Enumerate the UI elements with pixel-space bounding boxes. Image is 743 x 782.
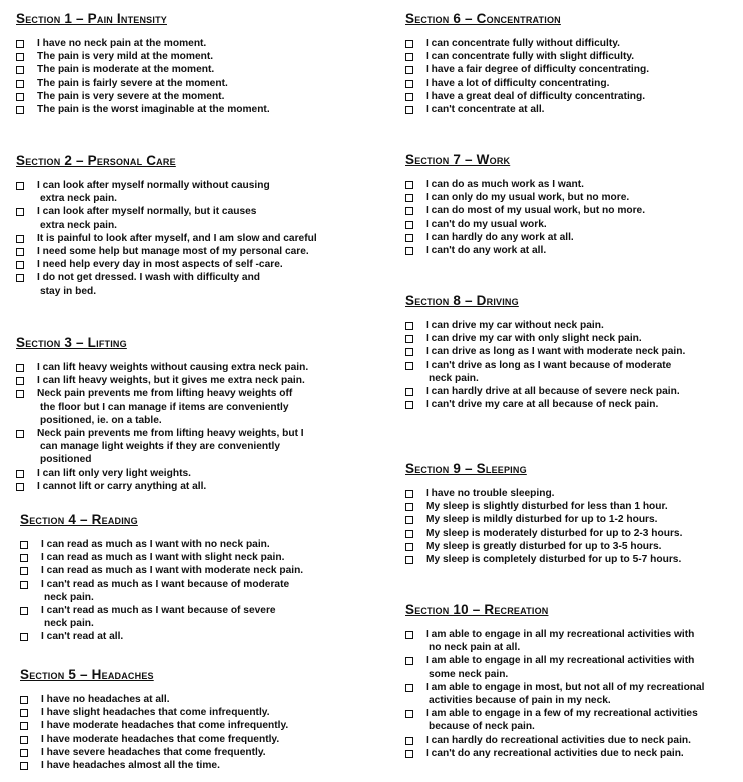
option-line: I am able to engage in all my recreational activities with	[426, 655, 695, 667]
option-text	[41, 693, 170, 706]
option-item[interactable]	[405, 628, 705, 654]
option-item[interactable]	[16, 37, 270, 50]
checkbox-icon[interactable]	[20, 736, 28, 744]
option-line: I have severe headaches that come frequently.	[41, 746, 266, 758]
option-text	[37, 232, 317, 245]
option-line: I can drive my car with only slight neck pain.	[426, 333, 642, 345]
option-line: The pain is fairly severe at the moment.	[37, 77, 228, 89]
option-text	[426, 513, 658, 526]
option-text	[426, 90, 645, 103]
option-text	[41, 759, 220, 772]
option-text	[426, 103, 545, 116]
option-text	[426, 204, 645, 217]
option-text	[426, 734, 691, 747]
option-line: The pain is very severe at the moment.	[37, 90, 225, 102]
section-6	[405, 11, 649, 116]
option-line: I can't do any work at all.	[426, 245, 547, 257]
option-line: I can look after myself normally without causing	[37, 180, 270, 191]
option-line: I can look after myself normally, but it causes	[37, 206, 257, 218]
checkbox-icon[interactable]	[16, 40, 24, 48]
option-line-continued: no neck pain at all.	[429, 642, 521, 654]
option-line: I have headaches almost all the time.	[41, 760, 220, 772]
option-text	[426, 359, 671, 385]
option-item[interactable]	[16, 374, 308, 387]
option-text	[426, 345, 685, 358]
option-item[interactable]	[405, 553, 682, 566]
option-text	[37, 179, 270, 205]
option-list	[16, 37, 270, 116]
option-item[interactable]	[16, 258, 317, 271]
option-item[interactable]	[405, 747, 705, 760]
option-line: I can lift heavy weights without causing extra neck pain.	[37, 362, 309, 373]
option-text	[37, 50, 213, 63]
checkbox-icon[interactable]	[16, 483, 24, 491]
section-title: Section 7 – Work	[405, 152, 511, 167]
checkbox-icon[interactable]	[16, 261, 24, 269]
option-item[interactable]	[20, 564, 303, 577]
option-text	[426, 319, 604, 332]
option-item[interactable]	[405, 734, 705, 747]
checkbox-icon[interactable]	[405, 516, 413, 524]
section-3	[16, 335, 308, 493]
option-line: I have no neck pain at the moment.	[37, 38, 207, 49]
option-item[interactable]	[20, 733, 288, 746]
checkbox-icon[interactable]	[405, 401, 413, 409]
section-5	[20, 667, 288, 772]
option-item[interactable]	[405, 50, 649, 63]
checkbox-icon[interactable]	[405, 388, 413, 396]
option-line: I can do most of my usual work, but no more.	[426, 205, 646, 217]
option-line: The pain is moderate at the moment.	[37, 64, 215, 76]
option-line: I can drive as long as I want with moderate neck pain.	[426, 346, 686, 358]
checkbox-icon[interactable]	[405, 53, 413, 61]
checkbox-icon[interactable]	[16, 106, 24, 114]
checkbox-icon[interactable]	[16, 182, 24, 190]
option-item[interactable]	[20, 578, 303, 604]
option-line: The pain is very mild at the moment.	[37, 51, 214, 63]
checkbox-icon[interactable]	[405, 335, 413, 343]
option-list	[16, 361, 308, 493]
checkbox-icon[interactable]	[405, 556, 413, 564]
option-item[interactable]	[405, 500, 682, 513]
option-item[interactable]	[20, 538, 303, 551]
option-line: I can hardly do recreational activities due to neck pain.	[426, 734, 691, 746]
option-item[interactable]	[405, 527, 682, 540]
option-text	[37, 467, 191, 480]
checkbox-icon[interactable]	[405, 543, 413, 551]
option-line: I can concentrate fully without difficulty.	[426, 38, 620, 49]
option-item[interactable]	[16, 232, 317, 245]
option-line: My sleep is mildly disturbed for up to 1-2 hours.	[426, 514, 658, 526]
option-text	[426, 332, 642, 345]
option-text	[37, 103, 270, 116]
option-text	[426, 553, 681, 566]
option-line: I can't drive my care at all because of neck pain.	[426, 399, 659, 411]
option-item[interactable]	[16, 467, 308, 480]
option-text	[426, 487, 555, 500]
checkbox-icon[interactable]	[16, 208, 24, 216]
checkbox-icon[interactable]	[405, 631, 413, 639]
checkbox-icon[interactable]	[405, 93, 413, 101]
checkbox-icon[interactable]	[20, 581, 28, 589]
section-title: Section 2 – Personal Care	[16, 153, 176, 168]
option-item[interactable]	[405, 37, 649, 50]
option-item[interactable]	[405, 359, 685, 385]
option-item[interactable]	[16, 179, 317, 205]
option-item[interactable]	[16, 271, 317, 297]
checkbox-icon[interactable]	[16, 80, 24, 88]
option-item[interactable]	[405, 345, 685, 358]
option-text	[426, 178, 584, 191]
option-item[interactable]	[20, 719, 288, 732]
option-text	[41, 604, 276, 630]
option-item[interactable]	[405, 90, 649, 103]
option-line: I have no headaches at all.	[41, 694, 170, 705]
checkbox-icon[interactable]	[405, 207, 413, 215]
option-text	[41, 551, 284, 564]
option-list	[20, 538, 303, 644]
option-text	[41, 538, 270, 551]
checkbox-icon[interactable]	[405, 40, 413, 48]
checkbox-icon[interactable]	[20, 696, 28, 704]
option-item[interactable]	[16, 480, 308, 493]
option-line: I am able to engage in most, but not all of my recreational	[426, 681, 705, 693]
option-item[interactable]	[405, 191, 645, 204]
option-item[interactable]	[16, 245, 317, 258]
checkbox-icon[interactable]	[405, 66, 413, 74]
option-text	[426, 540, 662, 553]
option-item[interactable]	[405, 385, 685, 398]
option-line: I can hardly drive at all because of severe neck pain.	[426, 386, 680, 398]
option-text	[41, 578, 289, 604]
section-9	[405, 461, 682, 566]
checkbox-icon[interactable]	[405, 710, 413, 718]
option-line-continued: stay in bed.	[40, 285, 97, 297]
option-line: I have moderate headaches that come frequently.	[41, 733, 280, 745]
option-item[interactable]	[405, 707, 705, 733]
option-line-continued: can manage light weights if they are conveniently	[40, 441, 281, 453]
option-text	[426, 654, 694, 680]
checkbox-icon[interactable]	[20, 709, 28, 717]
section-title: Section 6 – Concentration	[405, 11, 561, 26]
checkbox-icon[interactable]	[16, 377, 24, 385]
option-list	[16, 179, 317, 298]
option-text	[426, 50, 634, 63]
section-1	[16, 11, 270, 116]
checkbox-icon[interactable]	[20, 749, 28, 757]
option-line: My sleep is moderately disturbed for up to 2-3 hours.	[426, 527, 683, 539]
option-text	[426, 37, 620, 50]
option-text	[426, 527, 682, 540]
option-line: I cannot lift or carry anything at all.	[37, 480, 207, 492]
option-text	[41, 733, 279, 746]
option-line: I can't do my usual work.	[426, 218, 547, 230]
option-text	[37, 245, 309, 258]
option-line: I can read as much as I want with moderate neck pain.	[41, 565, 304, 577]
option-line: I need help every day in most aspects of self -care.	[37, 259, 283, 271]
option-line: I can't read as much as I want because of severe	[41, 605, 276, 617]
section-title: Section 3 – Lifting	[16, 335, 127, 350]
option-text	[426, 707, 698, 733]
option-line: I can lift heavy weights, but it gives me extra neck pain.	[37, 375, 305, 387]
option-text	[426, 63, 649, 76]
checkbox-icon[interactable]	[405, 221, 413, 229]
option-list	[20, 693, 288, 772]
option-text	[41, 564, 303, 577]
option-line: I need some help but manage most of my personal care.	[37, 246, 309, 258]
option-line: I do not get dressed. I wash with difficulty and	[37, 272, 261, 284]
option-item[interactable]	[405, 77, 649, 90]
option-line: My sleep is slightly disturbed for less than 1 hour.	[426, 501, 668, 513]
option-item[interactable]	[405, 218, 645, 231]
checkbox-icon[interactable]	[405, 181, 413, 189]
option-line-continued: extra neck pain.	[40, 193, 118, 205]
section-7	[405, 152, 645, 257]
option-line-continued: positioned	[40, 454, 92, 466]
option-item[interactable]	[405, 513, 682, 526]
option-item[interactable]	[16, 427, 308, 467]
option-item[interactable]	[16, 361, 308, 374]
option-line-continued: activities because of pain in my neck.	[429, 695, 611, 707]
option-item[interactable]	[405, 332, 685, 345]
option-item[interactable]	[405, 103, 649, 116]
option-text	[426, 500, 668, 513]
checkbox-icon[interactable]	[20, 762, 28, 770]
option-item[interactable]	[20, 630, 303, 643]
option-line: It is painful to look after myself, and I am slow and careful	[37, 232, 317, 244]
checkbox-icon[interactable]	[16, 66, 24, 74]
checkbox-icon[interactable]	[20, 633, 28, 641]
option-line-continued: positioned, ie. on a table.	[40, 414, 162, 426]
option-list	[405, 178, 645, 257]
option-item[interactable]	[405, 398, 685, 411]
checkbox-icon[interactable]	[405, 530, 413, 538]
checkbox-icon[interactable]	[405, 362, 413, 370]
option-line: The pain is the worst imaginable at the moment.	[37, 104, 270, 116]
option-text	[37, 63, 214, 76]
checkbox-icon[interactable]	[20, 567, 28, 575]
option-list	[405, 628, 705, 760]
option-line-continued: the floor but I can manage if items are conveniently	[40, 401, 289, 413]
option-item[interactable]	[405, 204, 645, 217]
option-line: I can do as much work as I want.	[426, 179, 584, 190]
option-line-continued: some neck pain.	[429, 668, 509, 680]
checkbox-icon[interactable]	[405, 80, 413, 88]
checkbox-icon[interactable]	[20, 554, 28, 562]
option-line-continued: neck pain.	[44, 618, 94, 630]
checkbox-icon[interactable]	[405, 106, 413, 114]
option-list	[405, 37, 649, 116]
option-item[interactable]	[405, 681, 705, 707]
option-text	[426, 231, 574, 244]
option-item[interactable]	[16, 387, 308, 427]
checkbox-icon[interactable]	[16, 93, 24, 101]
checkbox-icon[interactable]	[16, 274, 24, 282]
option-item[interactable]	[20, 706, 288, 719]
option-line: My sleep is greatly disturbed for up to 3-5 hours.	[426, 540, 662, 552]
option-item[interactable]	[405, 319, 685, 332]
option-line-continued: neck pain.	[429, 372, 479, 384]
option-text	[41, 630, 123, 643]
option-line-continued: extra neck pain.	[40, 219, 118, 231]
option-line: I can't concentrate at all.	[426, 104, 545, 116]
option-text	[426, 681, 705, 707]
checkbox-icon[interactable]	[16, 53, 24, 61]
option-line-continued: because of neck pain.	[429, 721, 535, 733]
section-title: Section 10 – Recreation	[405, 602, 549, 617]
checkbox-icon[interactable]	[16, 248, 24, 256]
checkbox-icon[interactable]	[405, 684, 413, 692]
option-item[interactable]	[20, 759, 288, 772]
option-text	[426, 218, 547, 231]
section-title: Section 1 – Pain Intensity	[16, 11, 167, 26]
option-text	[426, 398, 658, 411]
checkbox-icon[interactable]	[16, 364, 24, 372]
option-text	[37, 427, 304, 467]
option-line: I am able to engage in a few of my recreational activities	[426, 708, 698, 720]
option-item[interactable]	[405, 540, 682, 553]
checkbox-icon[interactable]	[405, 657, 413, 665]
checkbox-icon[interactable]	[16, 390, 24, 398]
section-title: Section 8 – Driving	[405, 293, 519, 308]
checkbox-icon[interactable]	[20, 722, 28, 730]
section-title: Section 4 – Reading	[20, 512, 138, 527]
option-item[interactable]	[20, 693, 288, 706]
checkbox-icon[interactable]	[405, 322, 413, 330]
option-text	[37, 77, 228, 90]
option-line: I am able to engage in all my recreational activities with	[426, 629, 695, 640]
option-text	[426, 628, 694, 654]
checkbox-icon[interactable]	[405, 750, 413, 758]
option-item[interactable]	[20, 551, 303, 564]
option-text	[37, 387, 292, 427]
checkbox-icon[interactable]	[16, 235, 24, 243]
option-item[interactable]	[16, 90, 270, 103]
option-item[interactable]	[405, 487, 682, 500]
section-title: Section 5 – Headaches	[20, 667, 154, 682]
option-text	[41, 746, 266, 759]
option-line: Neck pain prevents me from lifting heavy weights, but I	[37, 428, 304, 440]
option-text	[37, 258, 283, 271]
section-10	[405, 602, 705, 760]
option-line: I can drive my car without neck pain.	[426, 320, 604, 331]
option-item[interactable]	[16, 77, 270, 90]
option-line: I can't read at all.	[41, 631, 124, 643]
option-text	[41, 706, 270, 719]
option-item[interactable]	[20, 604, 303, 630]
option-text	[37, 90, 224, 103]
option-text	[41, 719, 288, 732]
option-text	[37, 361, 308, 374]
option-line: Neck pain prevents me from lifting heavy weights off	[37, 388, 293, 400]
checkbox-icon[interactable]	[405, 503, 413, 511]
option-line: I can hardly do any work at all.	[426, 231, 574, 243]
option-text	[426, 385, 680, 398]
option-text	[426, 191, 629, 204]
option-item[interactable]	[16, 103, 270, 116]
option-line: I can't drive as long as I want because of moderate	[426, 359, 672, 371]
option-line: My sleep is completely disturbed for up to 5-7 hours.	[426, 554, 682, 566]
option-item[interactable]	[16, 205, 317, 231]
section-title: Section 9 – Sleeping	[405, 461, 527, 476]
option-item[interactable]	[16, 63, 270, 76]
option-item[interactable]	[16, 50, 270, 63]
option-line: I can't do any recreational activities due to neck pain.	[426, 747, 684, 759]
option-item[interactable]	[405, 63, 649, 76]
checkbox-icon[interactable]	[405, 348, 413, 356]
checkbox-icon[interactable]	[405, 490, 413, 498]
option-line: I have no trouble sleeping.	[426, 488, 555, 499]
option-text	[37, 205, 256, 231]
option-line: I have moderate headaches that come infrequently.	[41, 720, 289, 732]
option-item[interactable]	[405, 654, 705, 680]
option-line: I have a great deal of difficulty concentrating.	[426, 90, 646, 102]
checkbox-icon[interactable]	[20, 607, 28, 615]
option-item[interactable]	[20, 746, 288, 759]
checkbox-icon[interactable]	[16, 470, 24, 478]
checkbox-icon[interactable]	[405, 194, 413, 202]
checkbox-icon[interactable]	[20, 541, 28, 549]
checkbox-icon[interactable]	[16, 430, 24, 438]
checkbox-icon[interactable]	[405, 247, 413, 255]
section-8	[405, 293, 685, 411]
checkbox-icon[interactable]	[405, 737, 413, 745]
option-line: I can lift only very light weights.	[37, 467, 191, 479]
option-line: I have slight headaches that come infrequently.	[41, 707, 270, 719]
section-2	[16, 153, 317, 298]
option-text	[37, 271, 260, 297]
option-text	[37, 480, 206, 493]
option-text	[426, 244, 546, 257]
option-text	[426, 747, 684, 760]
option-line-continued: neck pain.	[44, 591, 94, 603]
option-text	[37, 37, 206, 50]
option-text	[426, 77, 609, 90]
option-line: I have a fair degree of difficulty concentrating.	[426, 64, 650, 76]
section-4	[20, 512, 303, 644]
option-text	[37, 374, 305, 387]
option-item[interactable]	[405, 178, 645, 191]
option-item[interactable]	[405, 244, 645, 257]
option-line: I can read as much as I want with slight neck pain.	[41, 552, 285, 564]
checkbox-icon[interactable]	[405, 234, 413, 242]
option-list	[405, 487, 682, 566]
option-list	[405, 319, 685, 411]
option-line: I can concentrate fully with slight difficulty.	[426, 51, 635, 63]
option-item[interactable]	[405, 231, 645, 244]
option-line: I can only do my usual work, but no more.	[426, 192, 630, 204]
option-line: I can read as much as I want with no neck pain.	[41, 539, 270, 550]
option-line: I have a lot of difficulty concentrating.	[426, 77, 610, 89]
option-line: I can't read as much as I want because of moderate	[41, 578, 290, 590]
